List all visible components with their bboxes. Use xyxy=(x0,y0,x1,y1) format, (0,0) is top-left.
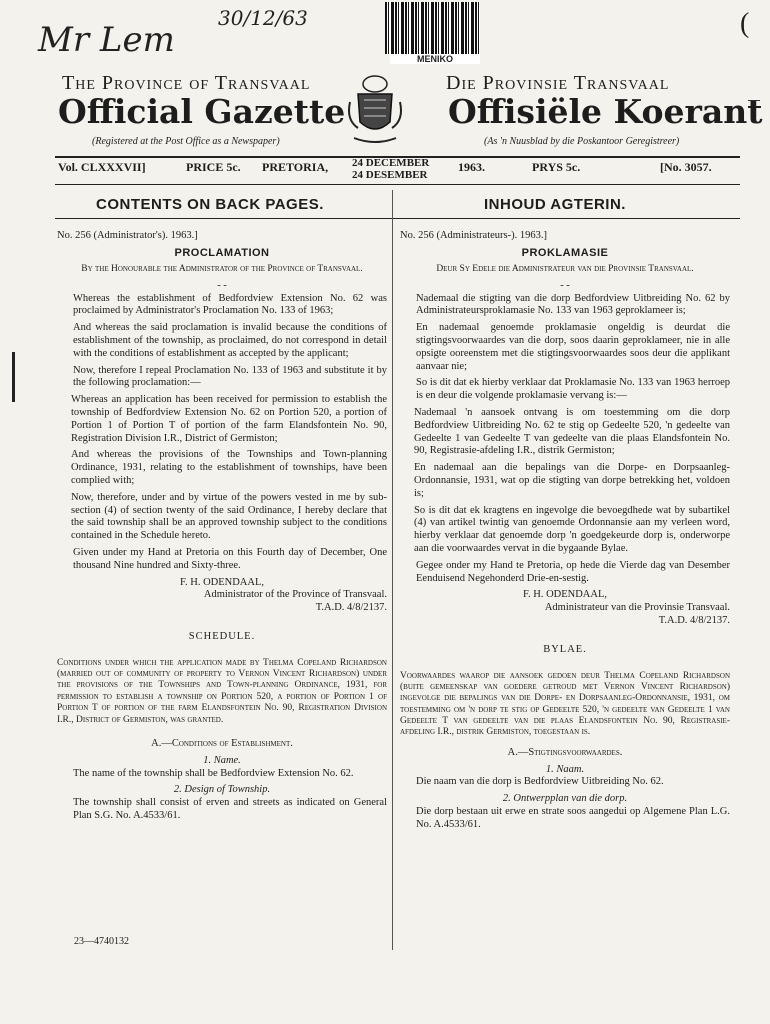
registered-note-en: (Registered at the Post Office as a Newspaper) xyxy=(92,136,280,147)
gazette-title-en: Official Gazette xyxy=(58,92,346,131)
schedule-title: BYLAE. xyxy=(543,643,587,655)
quoted-paragraph: Now, therefore, under and by virtue of the powers vested in me by sub-section (4) of section twenty of the said Ordinance, I hereby declare that the said township shall be an approved township subject to the conditions contained in the Schedule hereto. xyxy=(71,491,387,542)
handwritten-date: 30/12/63 xyxy=(218,6,308,30)
province-title-en: The Province of Transvaal xyxy=(62,72,311,94)
schedule-conditions: Voorwaardes waarop die aansoek gedoen deur Thelma Copeland Richardson (buite gemeenskap van goedere getroud met Vernon Vincent Richardson) ingevolge die bepalings van die Dorpe- en Dorpsaanleg-Ordonnansie, 1931, om toestemming om 'n dorp te stig op Gedeelte 520, 'n gedeelte van Gedeelte 1 van Gedeelte T van gedeelte van die plaas Elandsfontein No. 90, Registrasie-afdeling I.R., distrik Germiston, toegestaan is. xyxy=(400,670,730,738)
registered-note-af: (As 'n Nuusblad by die Poskantoor Geregistreer) xyxy=(484,136,680,147)
paragraph: So is dit dat ek hierby verklaar dat Proklamasie No. 133 van 1963 herroep is en deur die volgende proklamasie vervang is:— xyxy=(416,377,730,402)
item-heading: 1. Naam. xyxy=(545,763,585,775)
paragraph: Whereas the establishment of Bedfordview Extension No. 62 was proclaimed by Administrator's Proclamation No. 133 of 1963; xyxy=(73,292,387,317)
item-text: The name of the township shall be Bedfordview Extension No. 62. xyxy=(73,767,354,779)
schedule-title: SCHEDULE. xyxy=(188,630,256,642)
paragraph: Now, therefore I repeal Proclamation No. 133 of 1963 and substitute it by the following proclamation:— xyxy=(73,364,387,389)
proclamation-ref: No. 256 (Administrateurs-). 1963.] xyxy=(400,230,547,241)
tad-reference: T.A.D. 4/8/2137. xyxy=(658,614,730,626)
province-title-af: Die Provinsie Transvaal xyxy=(446,72,670,94)
proclamation-by: Deur Sy Edele die Administrateur van die Provinsie Transvaal. xyxy=(436,264,694,275)
given-under-hand: Gegee onder my Hand te Pretoria, op hede die Vierde dag van Desember Eenduisend Negehonderd Drie-en-sestig. xyxy=(416,559,730,584)
issue-number: [No. 3057. xyxy=(660,160,712,174)
issue-date-af: 24 DESEMBER xyxy=(352,169,428,181)
coat-of-arms-icon xyxy=(344,72,406,150)
rule-headers xyxy=(55,218,740,219)
proclamation-ref: No. 256 (Administrator's). 1963.] xyxy=(57,230,198,241)
issue-volume: Vol. CLXXXVII] xyxy=(58,160,146,174)
paragraph: En nademaal genoemde proklamasie ongeldig is deurdat die stigtingsvoorwaardes van die dorp, soos daarin geproklameer, nie in alle opsigte ooreenstem met die stigtingsvoorwaardes soos deur die applikant aanvaar nie; xyxy=(416,322,730,372)
schedule-conditions: Conditions under which the application made by Thelma Copeland Richardson (married out of community of property to Vernon Vincent Richardson) under the provisions of the Townships and Town-planning Ordinance, 1931, for permission to establish a township on Portion 520, a portion of Portion 1 of Portion T of portion of the farm Elandsfontein No. 90, Registration Division I.R., District of Germiston, was granted. xyxy=(57,657,387,725)
signer-title: Administrator of the Province of Transvaal. xyxy=(203,589,387,601)
barcode-label: MENIKO xyxy=(390,54,480,64)
item-text: The township shall consist of erven and streets as indicated on General Plan S.G. No. A.4533/61. xyxy=(73,797,387,822)
section-heading: A.—Stigtingsvoorwaardes. xyxy=(507,746,623,758)
barcode xyxy=(385,2,480,54)
issue-prys: PRYS 5c. xyxy=(532,160,581,174)
handwritten-note: Mr Lem xyxy=(38,20,175,60)
contents-header-en: CONTENTS ON BACK PAGES. xyxy=(96,196,324,213)
english-column: No. 256 (Administrator's). 1963.] PROCLAMATION By the Honourable the Administrator of the Province of Transvaal. - - Whereas the establishment of Bedfordview Extension No. 62 was proclaimed by Administrator's Proclamation No. 133 of 1963; And whereas the said proclamation is invalid because the conditions of establishment of the township, as proclaimed, do not correspond in detail with the conditions of establishment as accepted by the applicant; Now, therefore I repeal Proclamation No. 133 of 1963 and substitute it by the following proclamation:— Whereas an application has been received for permission to establish the township of Bedfordview Extension No. 62 on Portion 520, a portion of Portion 1 of Portion T of portion of the farm Elandsfontein No. 90, Registration Division I.R., District of Germiston; And whereas the provisions of the Townships and Town-planning Ordinance, 1931, relating to the establishment of townships, have been complied with; Now, therefore, under and by virtue of the powers vested in me by sub-section (4) of section twenty of the said Ordinance, I hereby declare that the said township shall be an approved township subject to the conditions contained in the Schedule hereto. Given under my Hand at Pretoria on this Fourth day of December, One thousand Nine hundred and Sixty-three. F. H. ODENDAAL, Administrator of the Province of Transvaal. T.A.D. 4/8/2137. SCHEDULE. Conditions under which the application made by Thelma Copeland Richardson (married out of community of property to Vernon Vincent Richardson) under the provisions of the Townships and Town-planning Ordinance, 1931, for permission to establish a township on Portion 520, a portion of Portion 1 of Portion T of portion of the farm Elandsfontein No. 90, Registration Division I.R., District of Germiston, was granted. A.—Conditions of Establishment. 1. Name. The name of the township shall be Bedfordview Extension No. 62. 2. Design of Township. The township shall consist of erven and streets as indicated on General Plan S.G. No. A.4533/61. xyxy=(57,230,387,822)
rule-issue xyxy=(55,184,740,185)
gazette-title-af: Offisiële Koerant xyxy=(448,92,763,131)
tad-reference: T.A.D. 4/8/2137. xyxy=(315,602,387,614)
issue-place: PRETORIA, xyxy=(262,160,329,174)
signer-name: F. H. ODENDAAL, xyxy=(179,576,265,588)
proclamation-title: PROCLAMATION xyxy=(174,246,270,259)
quoted-paragraph: So is dit dat ek kragtens en ingevolge die bevoegdhede wat by subartikel (4) van artikel twintig van genoemde Ordonnansie aan my verleen word, hierby verklaar dat genoemde dorp 'n goedgekeurde dorp is, onderworpe aan die voorwaardes vervat in die bygaande Bylae. xyxy=(414,504,730,554)
item-text: Die naam van die dorp is Bedfordview Uitbreiding No. 62. xyxy=(416,776,664,788)
given-under-hand: Given under my Hand at Pretoria on this Fourth day of December, One thousand Nine hundred and Sixty-three. xyxy=(73,546,387,571)
item-heading: 2. Ontwerpplan van die dorp. xyxy=(502,793,628,805)
paragraph: And whereas the said proclamation is invalid because the conditions of establishment of the township, as proclaimed, do not correspond in detail with the conditions of establishment as accepted by the applicant; xyxy=(73,322,387,359)
issue-year: 1963. xyxy=(458,160,485,174)
binding-mark xyxy=(0,352,15,402)
issue-price: PRICE 5c. xyxy=(186,160,241,174)
paragraph: Nademaal die stigting van die dorp Bedfordview Uitbreiding No. 62 by Administrateursproklamasie No. 133 van 1963 geproklameer is; xyxy=(416,292,730,317)
item-text: Die dorp bestaan uit erwe en strate soos aangedui op Algemene Plan L.G. No. A.4533/61. xyxy=(416,806,730,830)
item-heading: 2. Design of Township. xyxy=(173,784,271,796)
afrikaans-column: No. 256 (Administrateurs-). 1963.] PROKLAMASIE Deur Sy Edele die Administrateur van die Provinsie Transvaal. - - Nademaal die stigting van die dorp Bedfordview Uitbreiding No. 62 by Administrateursproklamasie No. 133 van 1963 geproklameer is; En nademaal genoemde proklamasie ongeldig is deurdat die stigtingsvoorwaardes van die dorp, soos daarin geproklameer, nie in alle opsigte ooreenstem met die stigtingsvoorwaardes soos deur die applikant aanvaar nie; So is dit dat ek hierby verklaar dat Proklamasie No. 133 van 1963 herroep is en deur die volgende proklamasie vervang is:— Nademaal 'n aansoek ontvang is om toestemming om die dorp Bedfordview Uitbreiding No. 62 te stig op Gedeelte 520, 'n gedeelte van Gedeelte 1 van Gedeelte T van gedeelte van die plaas Elandsfontein No. 90, Registrasie-afdeling I.R., distrik Germiston; En nademaal aan die bepalings van die Dorpe- en Dorpsaanleg-Ordonnansie, 1931, wat op die stigting van dorpe betrekking het, voldoen is; So is dit dat ek kragtens en ingevolge die bevoegdhede wat by subartikel (4) van artikel twintig van genoemde Ordonnansie aan my verleen word, hierby verklaar dat genoemde dorp 'n goedgekeurde dorp is, onderworpe aan die voorwaardes vervat in die bygaande Bylae. Gegee onder my Hand te Pretoria, op hede die Vierde dag van Desember Eenduisend Negehonderd Drie-en-sestig. F. H. ODENDAAL, Administrateur van die Provinsie Transvaal. T.A.D. 4/8/2137. BYLAE. Voorwaardes waarop die aansoek gedoen deur Thelma Copeland Richardson (buite gemeenskap van goedere getroud met Vernon Vincent Richardson) ingevolge die bepalings van die Dorpe- en Dorpsaanleg-Ordonnansie, 1931, om toestemming om 'n dorp te stig op Gedeelte 520, 'n gedeelte van Gedeelte 1 van Gedeelte T van gedeelte van die plaas Elandsfontein No. 90, Registrasie-afdeling I.R., distrik Germiston, toegestaan is. A.—Stigtingsvoorwaardes. 1. Naam. Die naam van die dorp is Bedfordview Uitbreiding No. 62. 2. Ontwerpplan van die dorp. Die dorp bestaan uit erwe en strate soos aangedui op Algemene Plan L.G. No. A.4533/61. xyxy=(400,230,730,830)
section-heading: A.—Conditions of Establishment. xyxy=(151,738,293,750)
quoted-paragraph: Whereas an application has been received for permission to establish the township of Bedfordview Extension No. 62 on Portion 520, a portion of Portion 1 of Portion T of portion of the farm Elandsfontein No. 90, Registration Division I.R., District of Germiston; xyxy=(71,394,387,444)
signer-name: F. H. ODENDAAL, xyxy=(522,589,608,601)
printer-code: 23—4740132 xyxy=(74,936,129,947)
signer-title: Administrateur van die Provinsie Transvaal. xyxy=(544,602,730,614)
proclamation-title: PROKLAMASIE xyxy=(521,246,609,259)
proclamation-by: By the Honourable the Administrator of the Province of Transvaal. xyxy=(81,264,363,275)
quoted-paragraph: And whereas the provisions of the Townships and Town-planning Ordinance, 1931, relating to the establishment of townships, have been complied with; xyxy=(71,449,387,486)
issue-date-en: 24 DECEMBER xyxy=(352,157,430,169)
quoted-paragraph: En nademaal aan die bepalings van die Dorpe- en Dorpsaanleg-Ordonnansie, 1931, wat op die stigting van dorpe betrekking het, voldoen is; xyxy=(414,462,730,499)
margin-mark: ( xyxy=(740,8,750,39)
contents-header-af: INHOUD AGTERIN. xyxy=(484,196,626,213)
column-divider xyxy=(392,190,393,950)
quoted-paragraph: Nademaal 'n aansoek ontvang is om toestemming om die dorp Bedfordview Uitbreiding No. 62 te stig op Gedeelte 520, 'n gedeelte van Gedeelte 1 van Gedeelte T van gedeelte van die plaas Elandsfontein No. 90, Registrasie-afdeling I.R., distrik Germiston; xyxy=(414,406,730,457)
item-heading: 1. Name. xyxy=(203,754,241,766)
